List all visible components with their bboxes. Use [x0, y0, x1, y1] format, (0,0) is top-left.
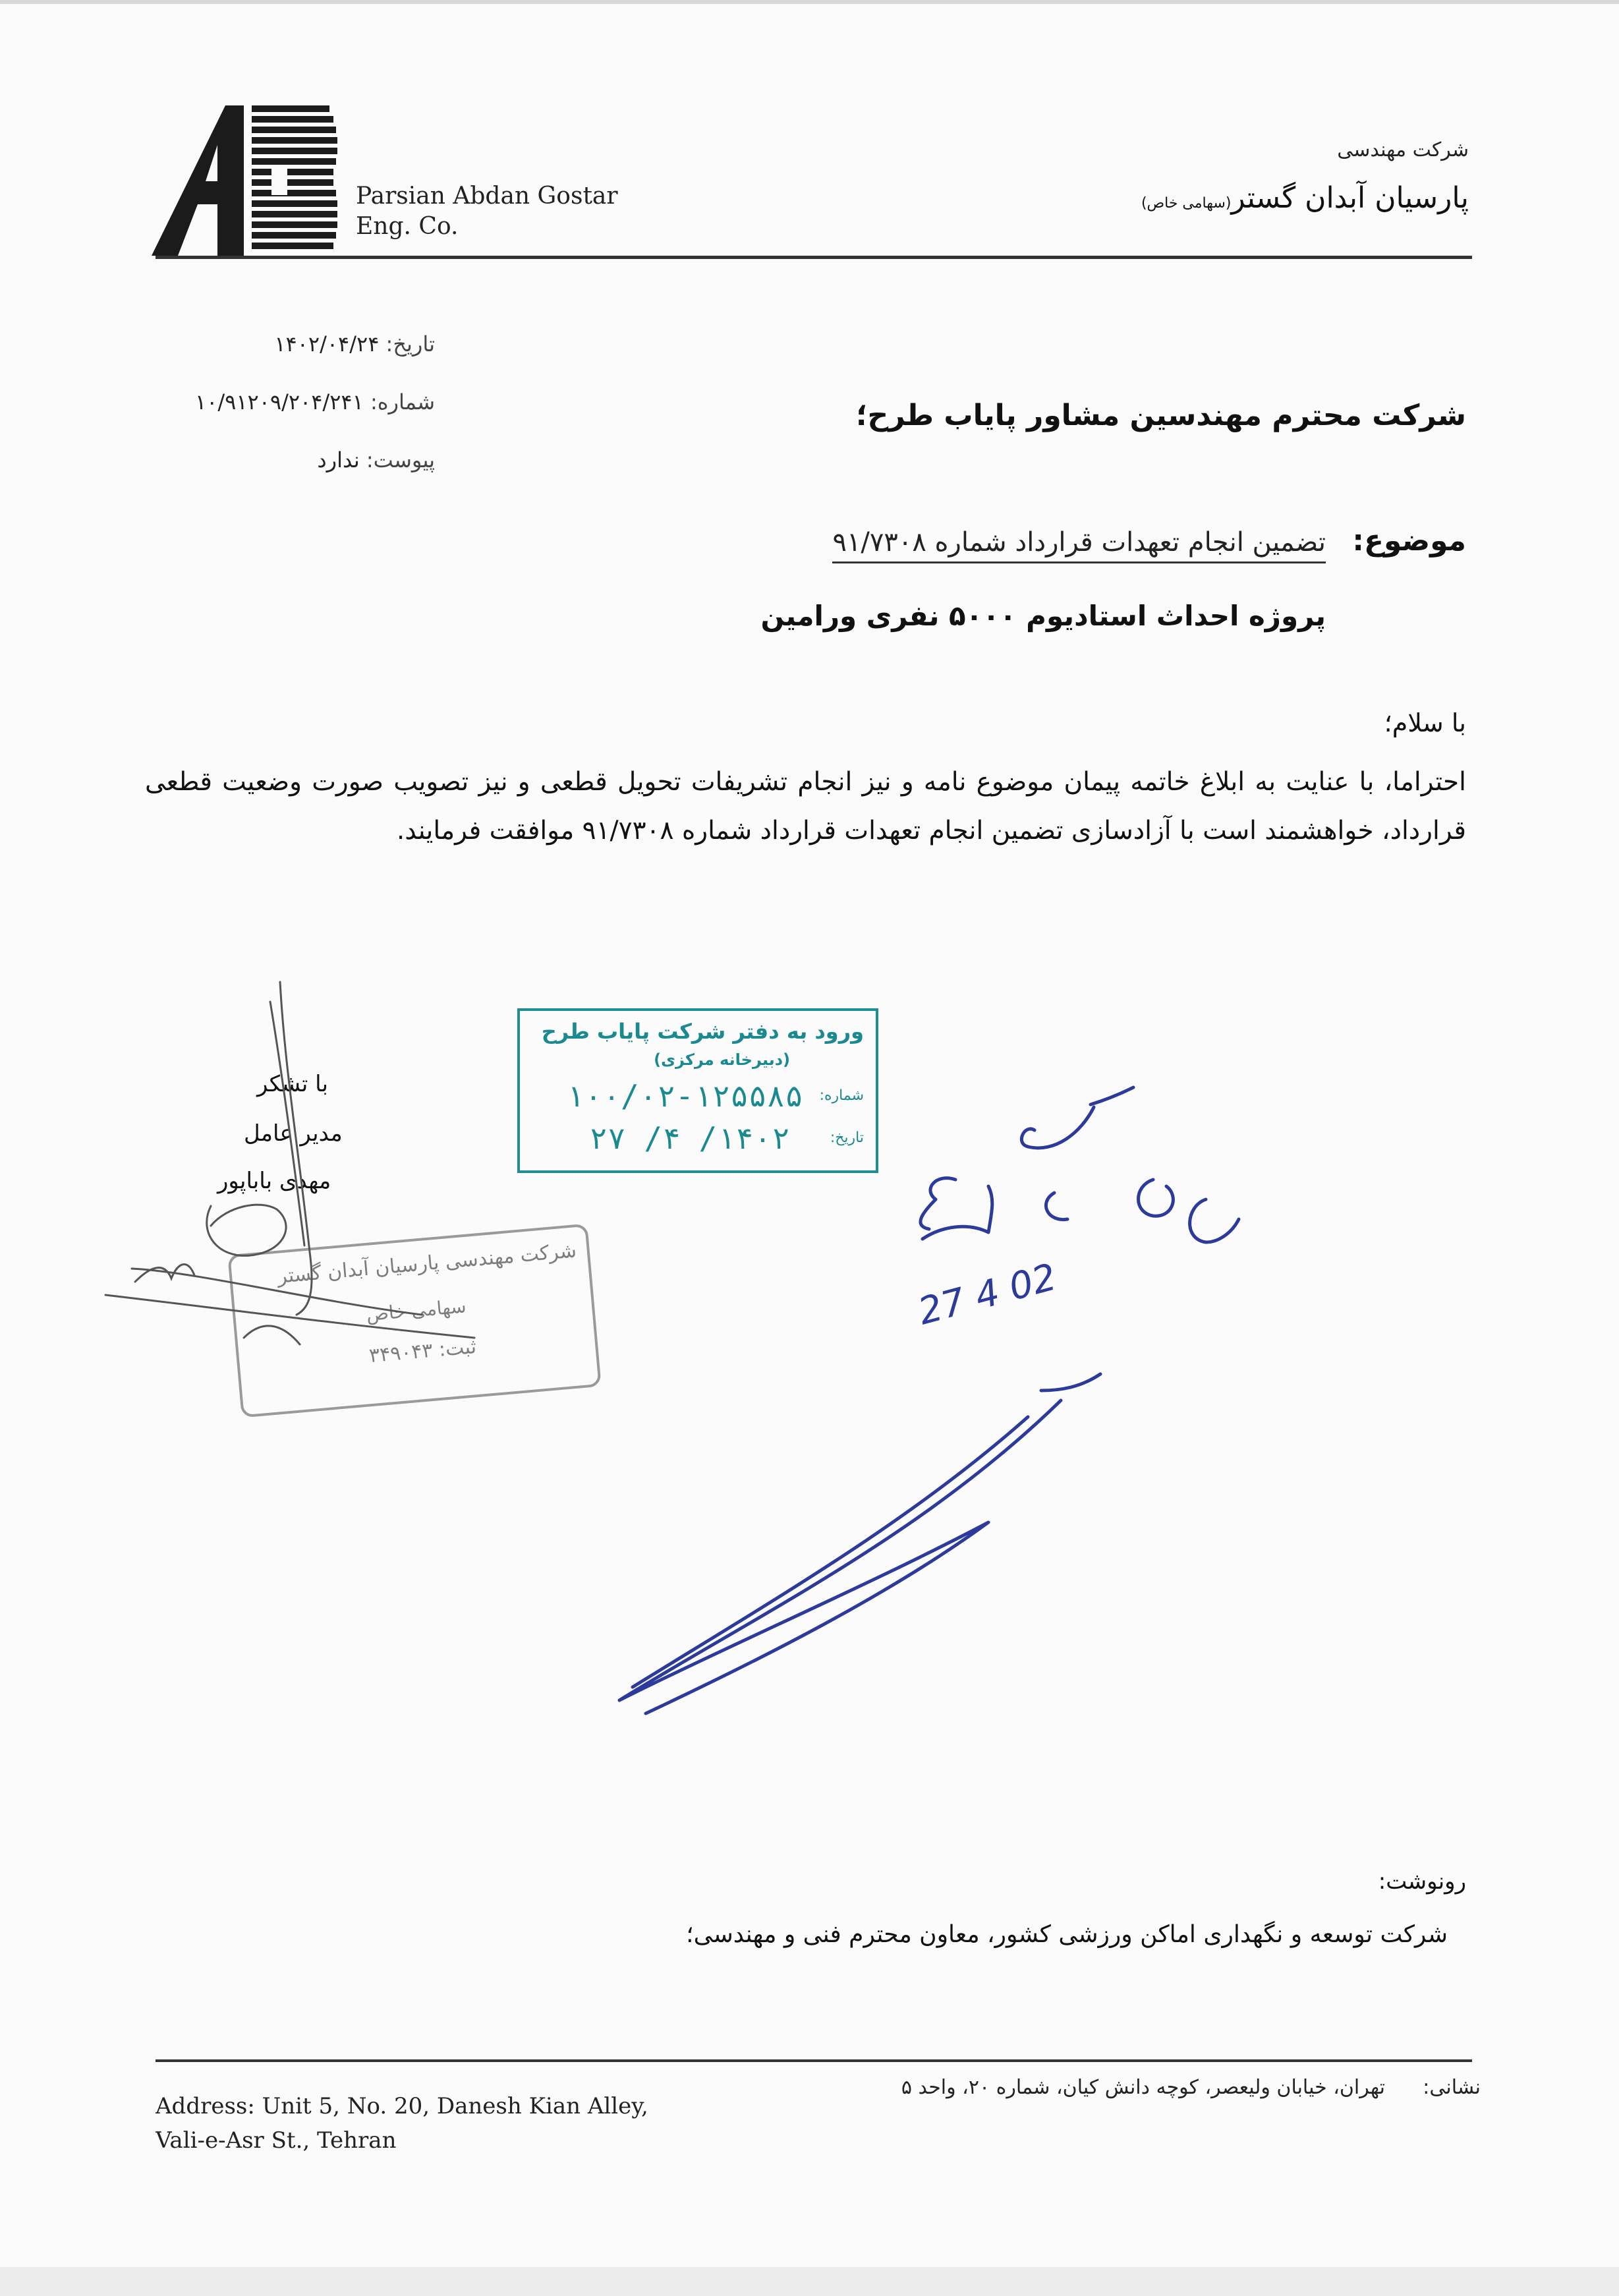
logo-name-en: Parsian Abdan Gostar: [356, 183, 618, 210]
footer-address-en: [156, 2089, 648, 2152]
logo-text: [356, 181, 618, 242]
attachment-label: پیوست:: [366, 447, 435, 473]
footer-divider: [156, 2059, 1472, 2062]
company-name-text: پارسیان آبدان گستر: [1231, 181, 1469, 215]
inbox-stamp: [517, 1008, 878, 1173]
footer-address-en-1: Address: Unit 5, No. 20, Danesh Kian Alley,: [156, 2093, 648, 2119]
company-seal-line1: شرکت مهندسی پارسیان آبدان گستر: [276, 1239, 578, 1288]
inbox-stamp-subtitle: (دبیرخانه مرکزی): [654, 1050, 790, 1069]
greeting: با سلام؛: [1384, 708, 1466, 737]
inbox-stamp-date-label: تاریخ:: [830, 1130, 864, 1146]
signature-closing: با تشکر: [257, 1071, 328, 1097]
footer-address-fa-label: نشانی:: [1423, 2076, 1481, 2099]
subject-label: موضوع:: [1352, 524, 1466, 558]
letter-body: احتراما، با عنایت به ابلاغ خاتمه پیمان موضوع نامه و نیز انجام تشریفات تحویل قطعی و نیز تصویب صورت وضعیت قطعی قرارداد، خواهشمند است با آزادسازی تضمین انجام تعهدات قرارداد شماره ۹۱/۷۳۰۸ موافقت فرمایند.: [145, 767, 1466, 846]
subject-line-2: پروژه احداث استادیوم ۵۰۰۰ نفری ورامین: [760, 600, 1326, 632]
signature-name: مهدی باباپور: [217, 1168, 331, 1194]
number-label: شماره:: [370, 389, 435, 415]
company-name: [1132, 181, 1469, 215]
inbox-stamp-title: ورود به دفتر شرکت پایاب طرح: [541, 1019, 864, 1044]
attachment-value: ندارد: [317, 447, 360, 473]
company-seal-line2: سهامی خاص: [365, 1295, 467, 1326]
letter-meta: [132, 315, 435, 489]
company-seal-line3: ثبت: ۳۴۹۰۴۳: [368, 1335, 478, 1368]
footer-address-en-2: Vali-e-Asr St., Tehran: [156, 2127, 397, 2152]
addressee: شرکت محترم مهندسین مشاور پایاب طرح؛: [855, 399, 1466, 432]
attachment-row: [132, 431, 435, 489]
subject-line-1: تضمین انجام تعهدات قرارداد شماره ۹۱/۷۳۰۸: [832, 527, 1326, 563]
header-divider: [156, 256, 1472, 259]
signature-title: مدیر عامل: [244, 1120, 343, 1147]
date-value: ۱۴۰۲/۰۴/۲۴: [274, 331, 380, 357]
logo-sub-en: Eng. Co.: [356, 213, 459, 240]
company-logo-icon: [152, 105, 349, 257]
date-label: تاریخ:: [385, 331, 435, 357]
scan-bottom-margin: [0, 2267, 1619, 2296]
cc-text: شرکت توسعه و نگهداری اماکن ورزشی کشور، معاون محترم فنی و مهندسی؛: [686, 1921, 1448, 1948]
inbox-stamp-number-label: شماره:: [819, 1087, 864, 1104]
company-kind: (سهامی خاص): [1141, 195, 1232, 212]
scan-top-edge: [0, 0, 1619, 4]
number-row: [132, 373, 435, 431]
company-seal: [227, 1224, 602, 1418]
handwritten-date: 27 4 02: [913, 1255, 1062, 1334]
company-type: شرکت مهندسی: [1337, 138, 1469, 161]
inbox-stamp-date: ۱۴۰۲/ ۴/ ۲۷: [589, 1120, 790, 1156]
handwritten-referral: [921, 1087, 1239, 1242]
large-ink-signature: [619, 1374, 1100, 1713]
footer-address-fa: تهران، خیابان ولیعصر، کوچه دانش کیان، شماره ۲۰، واحد ۵: [901, 2076, 1385, 2099]
cc-label: رونوشت:: [1378, 1868, 1466, 1895]
inbox-stamp-number: ۱۰۰/۰۲-۱۲۵۵۸۵: [565, 1078, 803, 1114]
number-value: ۱۰/۹۱۲۰۹/۲۰۴/۲۴۱: [194, 389, 364, 415]
date-row: [132, 315, 435, 373]
